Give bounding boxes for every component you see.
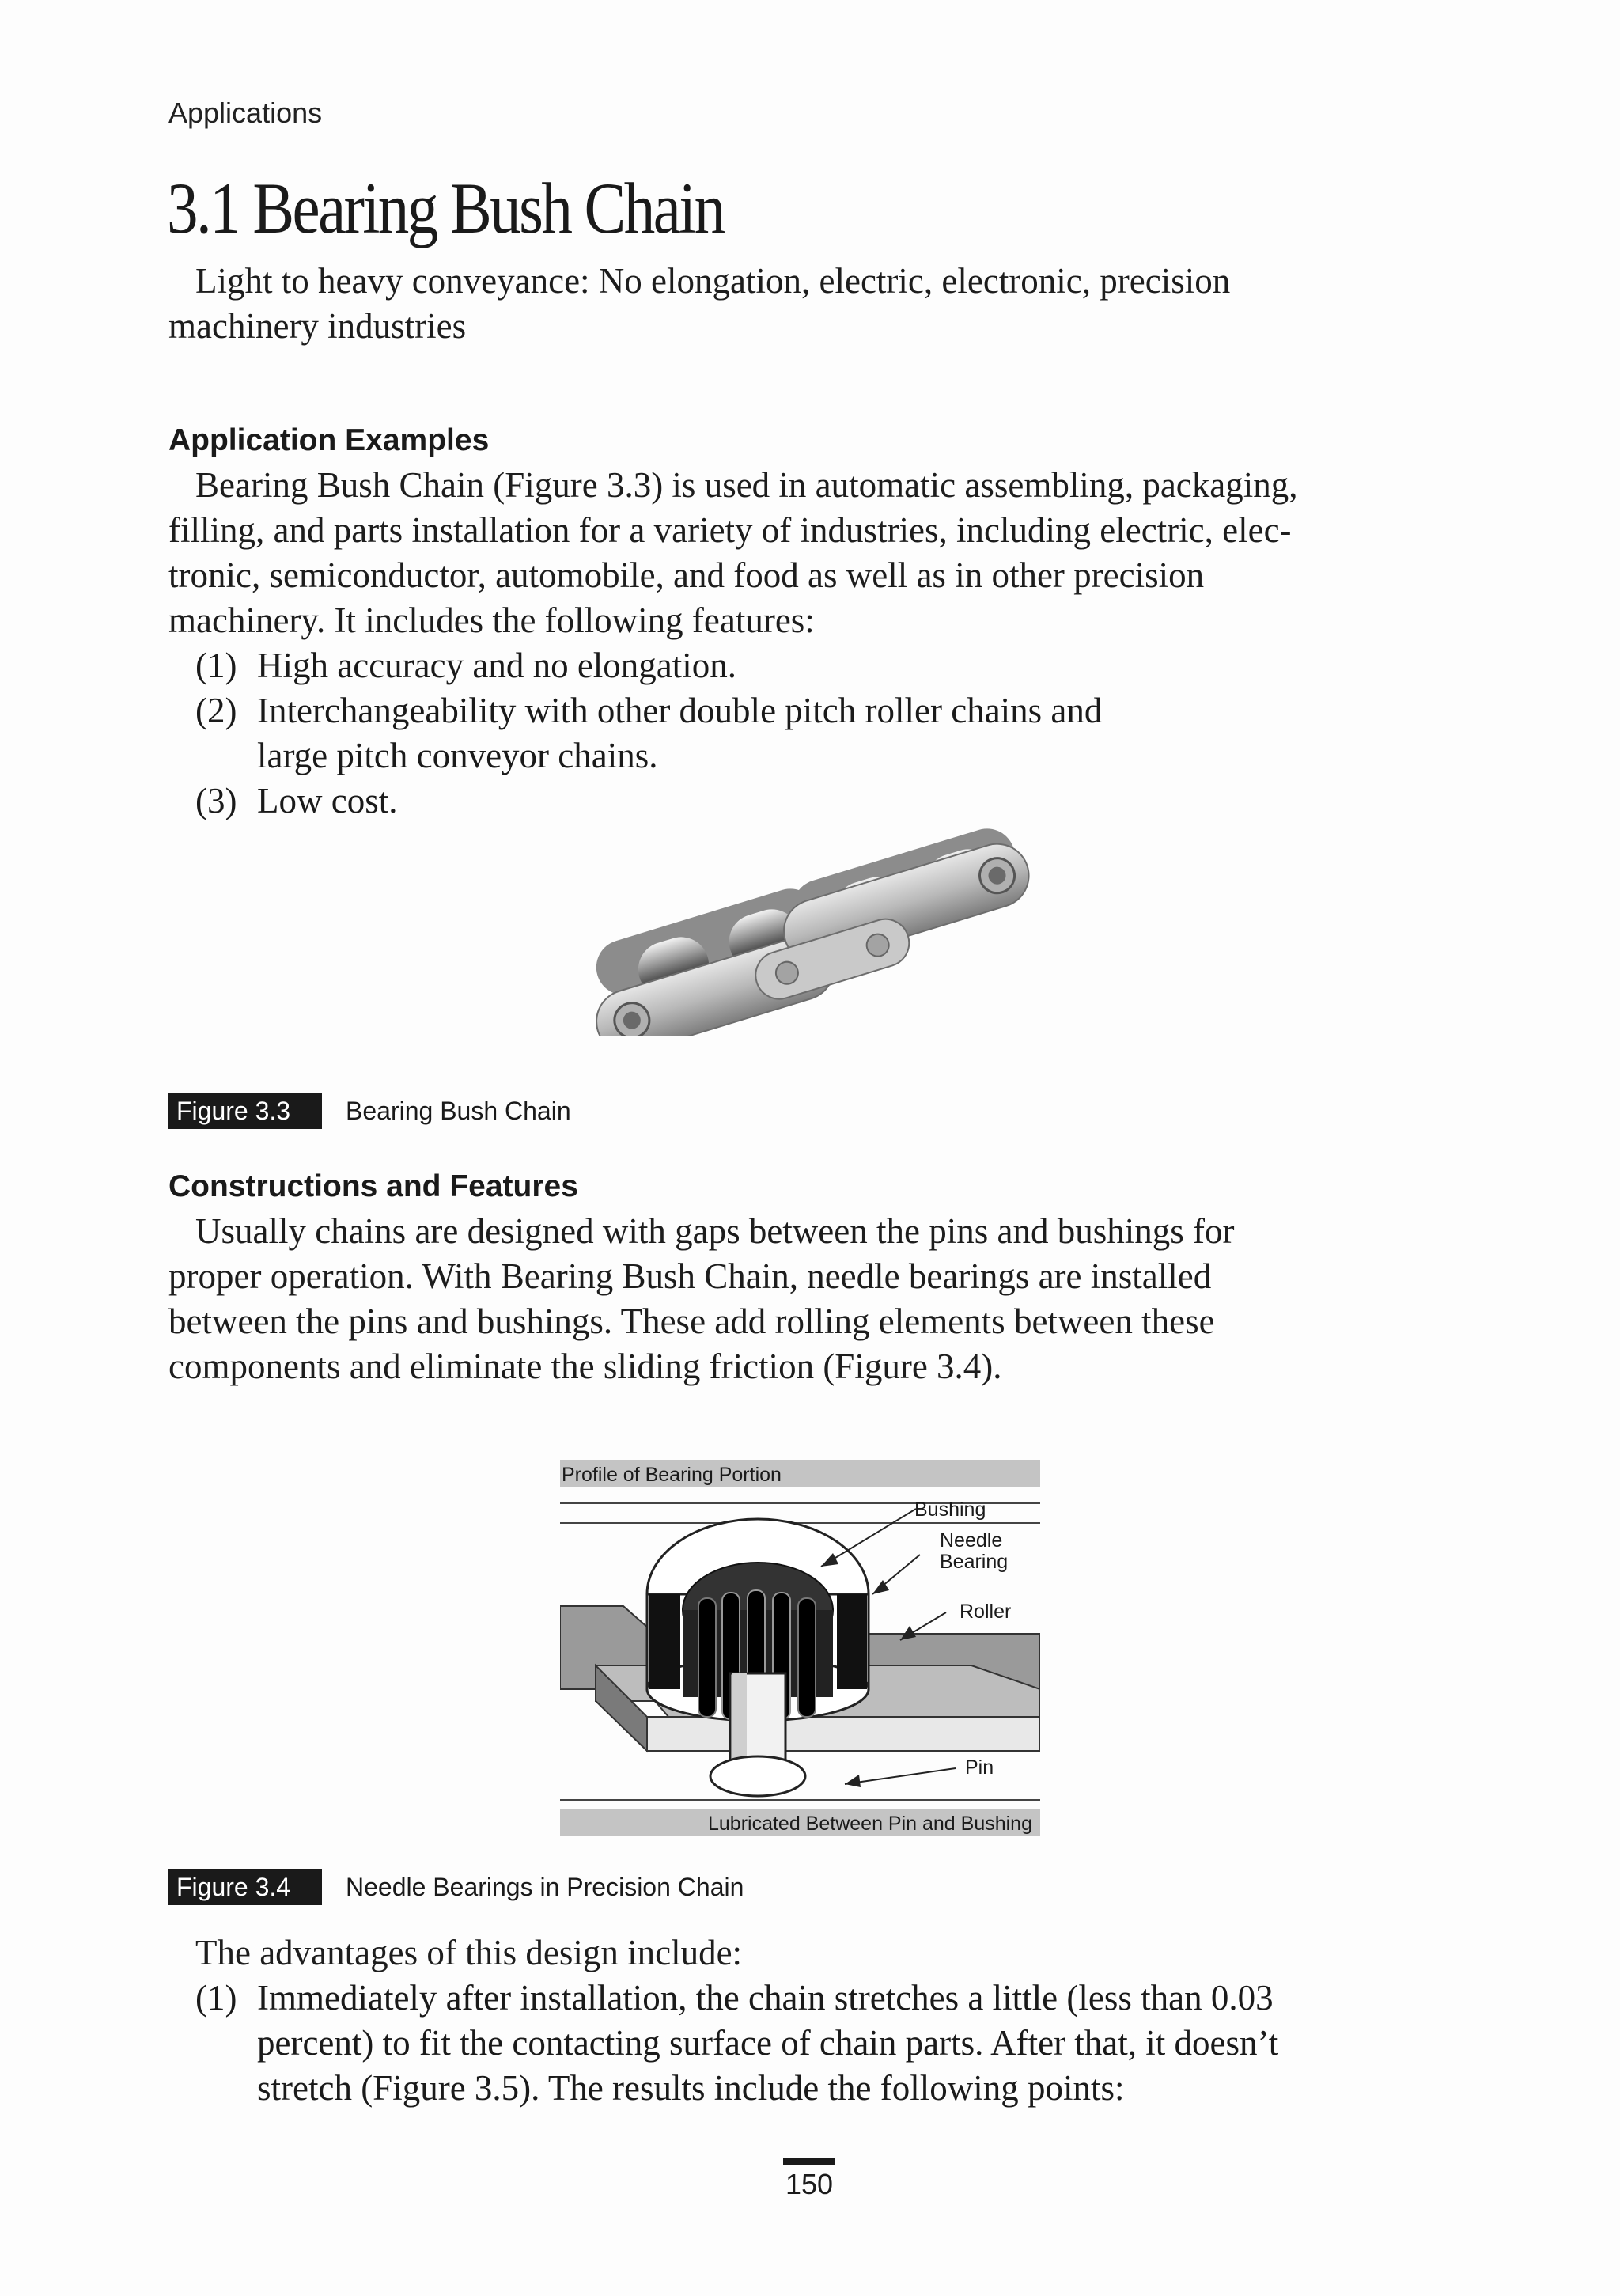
- page-number: 150: [785, 2168, 834, 2200]
- bearing-bush-chain-image: [546, 823, 1068, 1036]
- figure-3-3-caption: Bearing Bush Chain: [346, 1097, 571, 1125]
- diagram-label-bushing: Bushing: [914, 1498, 986, 1521]
- list-number: (2): [195, 691, 237, 730]
- paragraph-line: filling, and parts installation for a variety of industries, including electric, elec-: [168, 510, 1292, 550]
- list-text: Immediately after installation, the chain stretches a little (less than 0.03: [257, 1978, 1274, 2018]
- page-number-bar: [783, 2158, 835, 2165]
- paragraph-line: Usually chains are designed with gaps between the pins and bushings for: [195, 1211, 1235, 1251]
- advantages-intro: The advantages of this design include:: [195, 1933, 743, 1972]
- section-title: 3.1 Bearing Bush Chain: [167, 168, 724, 248]
- diagram-header-label: Profile of Bearing Portion: [562, 1464, 782, 1486]
- diagram-label-needle: Needle: [940, 1529, 1003, 1552]
- constructions-heading: Constructions and Features: [168, 1169, 578, 1203]
- list-number: (3): [195, 781, 237, 820]
- diagram-label-bearing: Bearing: [940, 1551, 1009, 1573]
- figure-3-3-tag: Figure 3.3: [168, 1093, 322, 1129]
- running-head: Applications: [168, 97, 323, 129]
- list-text: Interchangeability with other double pitch roller chains and: [257, 691, 1103, 730]
- figure-3-4-tag: Figure 3.4: [168, 1869, 322, 1905]
- list-text: large pitch conveyor chains.: [257, 736, 658, 775]
- needle-bearing-diagram: [560, 1460, 1040, 1836]
- paragraph-line: machinery. It includes the following features:: [168, 601, 815, 640]
- diagram-label-pin: Pin: [965, 1756, 994, 1779]
- paragraph-line: proper operation. With Bearing Bush Chain, needle bearings are installed: [168, 1256, 1212, 1296]
- paragraph-line: tronic, semiconductor, automobile, and food as well as in other precision: [168, 555, 1205, 595]
- intro-line-1: Light to heavy conveyance: No elongation, electric, electronic, precision: [195, 261, 1231, 301]
- figure-3-4-caption: Needle Bearings in Precision Chain: [346, 1873, 744, 1901]
- list-text: Low cost.: [257, 781, 398, 820]
- list-number: (1): [195, 646, 237, 685]
- list-number: (1): [195, 1978, 237, 2018]
- list-text: High accuracy and no elongation.: [257, 646, 737, 685]
- paragraph-line: between the pins and bushings. These add rolling elements between these: [168, 1301, 1215, 1341]
- list-text: stretch (Figure 3.5). The results include the following points:: [257, 2068, 1125, 2108]
- list-text: percent) to fit the contacting surface of chain parts. After that, it doesn’t: [257, 2023, 1279, 2063]
- paragraph-line: components and eliminate the sliding friction (Figure 3.4).: [168, 1347, 1002, 1386]
- paragraph-line: Bearing Bush Chain (Figure 3.3) is used in automatic assembling, packaging,: [195, 465, 1298, 505]
- intro-line-2: machinery industries: [168, 306, 467, 346]
- diagram-footer-label: Lubricated Between Pin and Bushing: [707, 1813, 1032, 1835]
- diagram-label-roller: Roller: [960, 1601, 1012, 1623]
- application-examples-heading: Application Examples: [168, 423, 490, 457]
